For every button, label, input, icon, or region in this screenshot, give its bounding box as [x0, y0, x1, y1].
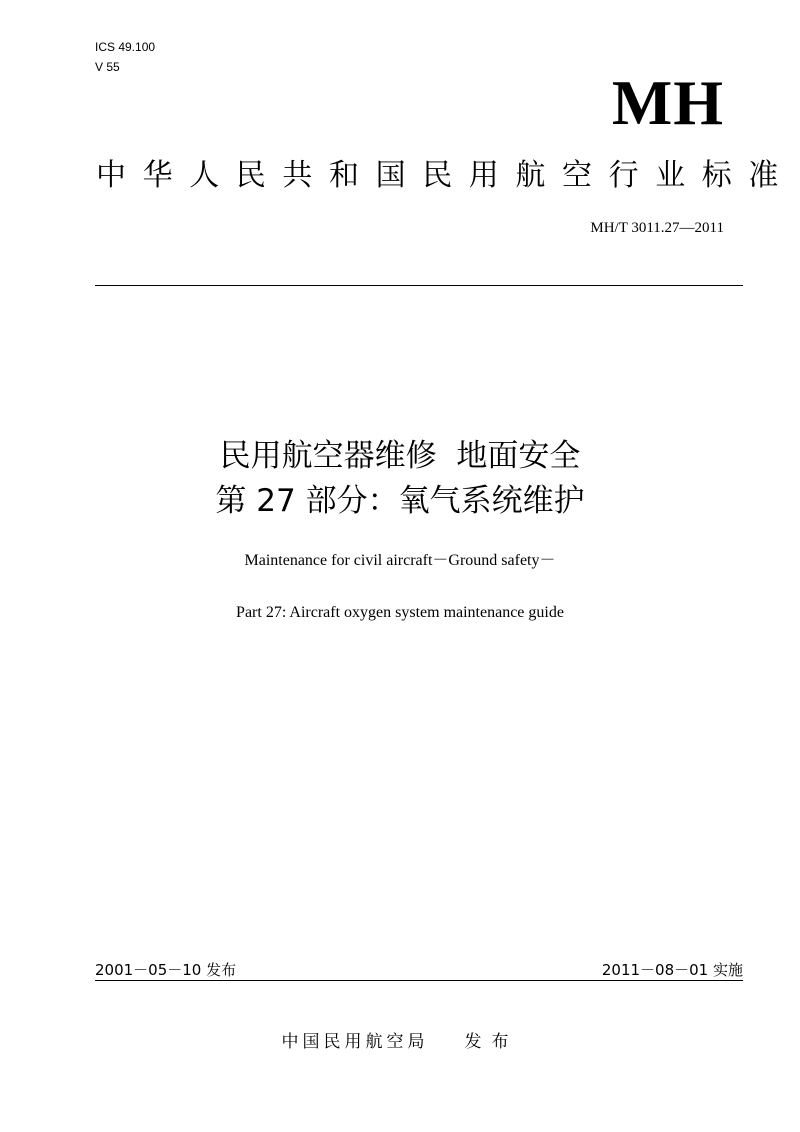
publish-action: 发布	[464, 1032, 519, 1052]
publisher-line	[0, 1031, 800, 1053]
mh-logo: MH	[611, 67, 724, 138]
header-divider	[95, 285, 743, 286]
ccs-code: V 55	[95, 60, 120, 74]
ics-code: ICS 49.100	[95, 40, 156, 54]
title-chinese-line-1: 民用航空器维修 地面安全	[219, 438, 581, 474]
title-chinese-line-2: 第 27 部分：氧气系统维护	[215, 483, 585, 519]
issue-date: 2001－05－10 发布	[95, 961, 237, 979]
title-english-line-2: Part 27: Aircraft oxygen system maintenance guide	[236, 604, 564, 621]
title-english-line-1: Maintenance for civil aircraft－Ground safety－	[244, 552, 556, 569]
standard-org-title: 中华人民共和国民用航空行业标准	[96, 158, 795, 193]
footer-divider	[95, 980, 743, 981]
standard-number: MH/T 3011.27—2011	[590, 220, 724, 236]
implementation-date: 2011－08－01 实施	[601, 961, 743, 979]
publisher-name: 中国民用航空局	[281, 1032, 429, 1052]
